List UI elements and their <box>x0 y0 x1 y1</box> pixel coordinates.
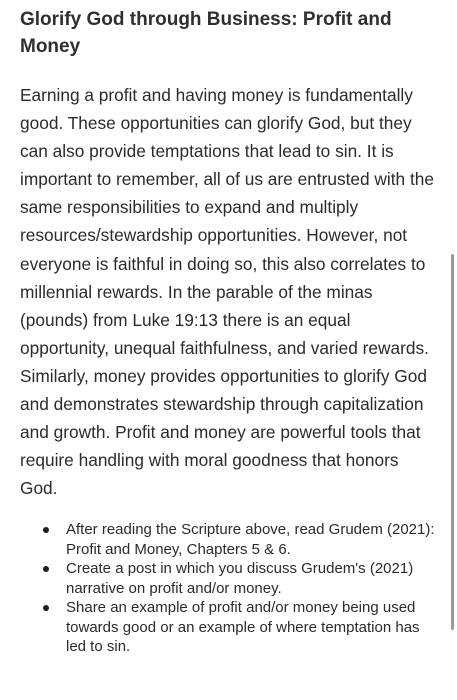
list-item-text: Share an example of profit and/or money being used towards good or an example of where temptation has led to sin. <box>66 599 420 655</box>
bullet-icon <box>43 605 49 611</box>
bullet-icon <box>43 566 49 572</box>
list-item-text: Create a post in which you discuss Grudem's (2021) narrative on profit and/or money. <box>66 560 414 597</box>
list-item <box>20 598 440 657</box>
instruction-list <box>20 520 440 657</box>
list-item-text: After reading the Scripture above, read Grudem (2021): Profit and Money, Chapters 5 & 6. <box>66 521 435 558</box>
list-item <box>20 520 440 559</box>
page-title: Glorify God through Business: Profit and Money <box>20 9 392 57</box>
bullet-icon <box>43 527 49 533</box>
list-item <box>20 559 440 598</box>
body-paragraph: Earning a profit and having money is fundamentally good. These opportunities can glorify God, but they can also provide temptations that lead to sin. It is important to remember, all of us are entrusted with the same responsibilities to expand and multiply resources/stewardship opportunities. However, not everyone is faithful in doing so, this also correlates to millennial rewards. In the parable of the minas (pounds) from Luke 19:13 there is an equal opportunity, unequal faithfulness, and varied rewards. Similarly, money provides opportunities to glorify God and demonstrates stewardship through capitalization and growth. Profit and money are powerful tools that require handling with moral goodness that honors God. <box>20 85 434 499</box>
vertical-scrollbar[interactable] <box>451 254 454 630</box>
